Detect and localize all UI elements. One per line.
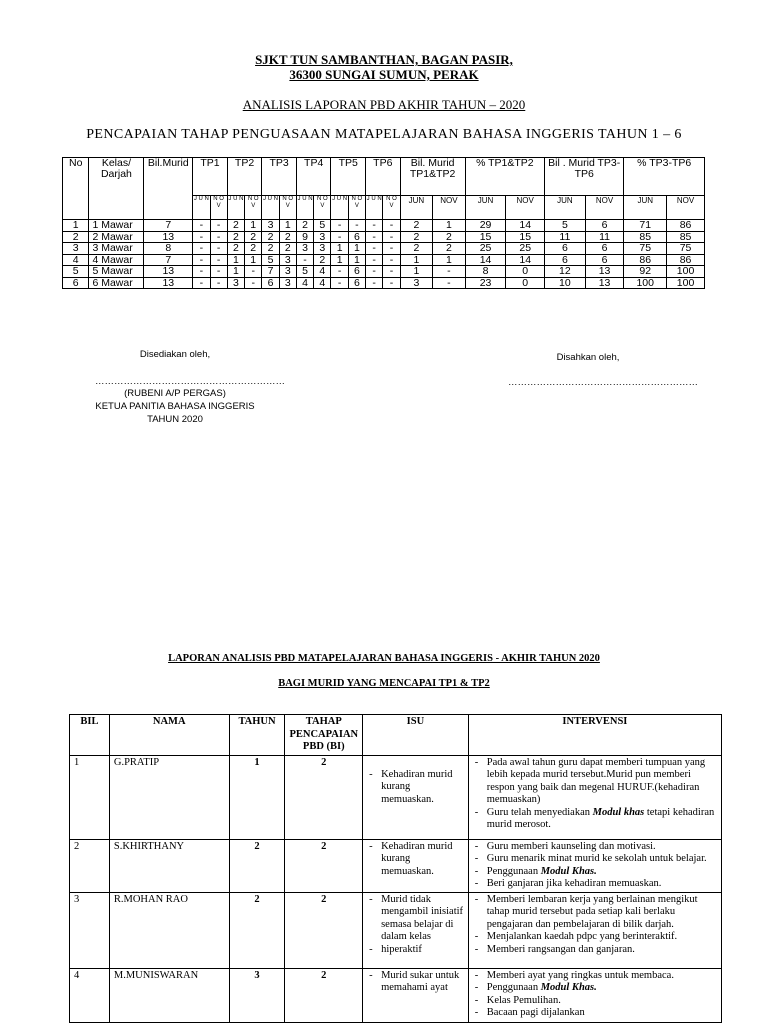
- sub-nov: N O V: [314, 196, 331, 220]
- cell-pct-tp12-nov: 15: [506, 231, 545, 243]
- col-no: No: [63, 158, 89, 220]
- row-bil: 1: [70, 755, 110, 839]
- cell-bil-tp36-nov: 6: [585, 220, 624, 232]
- table-row: [63, 231, 705, 243]
- prepared-name: (RUBENI A/P PERGAS): [124, 388, 226, 399]
- cell-pct-tp12-nov: 0: [506, 277, 545, 289]
- sub-jun: J U N: [366, 196, 383, 220]
- sub-nov: NOV: [667, 196, 705, 220]
- cell-bil-murid: 13: [144, 266, 193, 278]
- cell-tp: 7: [262, 266, 279, 278]
- cell-tp: -: [383, 277, 400, 289]
- row-bil: 3: [70, 892, 110, 968]
- cell-tp: 1: [348, 254, 365, 266]
- table-row: [63, 254, 705, 266]
- cell-bil-tp36-jun: 10: [545, 277, 586, 289]
- school-address: 36300 SUNGAI SUMUN, PERAK: [289, 67, 479, 82]
- cell-pct-tp36-jun: 86: [624, 254, 667, 266]
- row-tahap: 2: [285, 892, 363, 968]
- sub-nov: N O V: [210, 196, 227, 220]
- cell-tp: -: [193, 254, 210, 266]
- cell-tp: 2: [227, 220, 244, 232]
- sub-jun: J U N: [227, 196, 244, 220]
- cell-tp: 6: [348, 266, 365, 278]
- cell-tp: 6: [348, 231, 365, 243]
- cell-tp: 3: [314, 243, 331, 255]
- cell-tp: -: [210, 231, 227, 243]
- summary-header-row: [63, 158, 705, 196]
- col-nama: NAMA: [109, 715, 229, 756]
- cell-tp: 2: [314, 254, 331, 266]
- cell-pct-tp12-jun: 23: [465, 277, 506, 289]
- cell-tp: 4: [314, 266, 331, 278]
- col-tp3: TP3: [262, 158, 297, 196]
- summary-body: [63, 220, 705, 289]
- cell-bil-tp12-nov: 1: [433, 220, 466, 232]
- cell-tp: -: [210, 220, 227, 232]
- cell-no: 3: [63, 243, 89, 255]
- cell-pct-tp36-jun: 85: [624, 231, 667, 243]
- cell-bil-murid: 7: [144, 220, 193, 232]
- row-nama: S.KHIRTHANY: [109, 839, 229, 892]
- approved-by-label: Disahkan oleh,: [556, 352, 620, 363]
- cell-pct-tp12-jun: 25: [465, 243, 506, 255]
- cell-tp: -: [245, 266, 262, 278]
- cell-tp: -: [366, 220, 383, 232]
- list-item: - Memberi rangsangan dan ganjaran.: [473, 944, 717, 957]
- cell-tp: 6: [348, 277, 365, 289]
- cell-tp: 1: [331, 254, 348, 266]
- row-tahap: 2: [285, 968, 363, 1022]
- list-item: - Kelas Pemulihan.: [473, 995, 717, 1008]
- cell-tp: 5: [296, 266, 313, 278]
- cell-bil-tp36-jun: 11: [545, 231, 586, 243]
- col-tp4: TP4: [296, 158, 331, 196]
- school-name: SJKT TUN SAMBANTHAN, BAGAN PASIR,: [255, 52, 513, 67]
- cell-tp: 6: [262, 277, 279, 289]
- cell-tp: 4: [314, 277, 331, 289]
- row-intervensi: [468, 892, 721, 968]
- list-item: - Murid tidak mengambil inisiatif semasa belajar di dalam kelas: [367, 894, 464, 944]
- cell-pct-tp12-nov: 25: [506, 243, 545, 255]
- table-row: [70, 968, 722, 1022]
- table-row: [70, 839, 722, 892]
- col-tp5: TP5: [331, 158, 366, 196]
- row-bil: 2: [70, 839, 110, 892]
- cell-tp: 4: [296, 277, 313, 289]
- row-isu: [363, 755, 469, 839]
- sub-jun: J U N: [193, 196, 210, 220]
- cell-pct-tp36-nov: 100: [667, 266, 705, 278]
- col-tp1: TP1: [193, 158, 228, 196]
- row-tahun: 2: [229, 892, 285, 968]
- cell-tp: 2: [227, 243, 244, 255]
- col-bil-tp12: Bil. Murid TP1&TP2: [400, 158, 465, 196]
- cell-pct-tp12-jun: 29: [465, 220, 506, 232]
- cell-pct-tp36-jun: 71: [624, 220, 667, 232]
- sub-jun: J U N: [296, 196, 313, 220]
- row-intervensi: [468, 755, 721, 839]
- list-item: - Guru memberi kaunseling dan motivasi.: [473, 841, 717, 854]
- cell-tp: 3: [262, 220, 279, 232]
- row-nama: R.MOHAN RAO: [109, 892, 229, 968]
- cell-bil-tp12-jun: 1: [400, 266, 433, 278]
- cell-bil-tp12-jun: 2: [400, 220, 433, 232]
- cell-tp: 3: [279, 266, 296, 278]
- cell-bil-tp12-nov: 2: [433, 243, 466, 255]
- list-item: - Pada awal tahun guru dapat memberi tumpuan yang lebih kepada murid tersebut.Murid pun memberi respon yang baik dan megenal HURUF.(kehadiran memuaskan): [473, 757, 717, 807]
- cell-kelas: 5 Mawar: [89, 266, 144, 278]
- cell-tp: 1: [348, 243, 365, 255]
- cell-tp: 2: [279, 243, 296, 255]
- cell-tp: -: [245, 277, 262, 289]
- cell-bil-tp12-nov: 1: [433, 254, 466, 266]
- cell-bil-murid: 8: [144, 243, 193, 255]
- cell-tp: 5: [262, 254, 279, 266]
- cell-bil-tp36-nov: 13: [585, 277, 624, 289]
- cell-tp: 2: [227, 231, 244, 243]
- table-row: [70, 755, 722, 839]
- list-item: - Penggunaan Modul Khas.: [473, 982, 717, 995]
- cell-tp: 3: [279, 277, 296, 289]
- cell-tp: -: [366, 231, 383, 243]
- cell-pct-tp36-jun: 100: [624, 277, 667, 289]
- list-item: - Bacaan pagi dijalankan: [473, 1007, 717, 1020]
- cell-tp: -: [331, 231, 348, 243]
- cell-tp: 1: [279, 220, 296, 232]
- row-nama: G.PRATIP: [109, 755, 229, 839]
- col-bil-murid: Bil.Murid: [144, 158, 193, 220]
- col-pct-tp12: % TP1&TP2: [465, 158, 544, 196]
- sub-jun: JUN: [400, 196, 433, 220]
- row-bil: 4: [70, 968, 110, 1022]
- cell-no: 2: [63, 231, 89, 243]
- table-row: [63, 220, 705, 232]
- cell-bil-tp36-jun: 6: [545, 243, 586, 255]
- cell-bil-murid: 13: [144, 277, 193, 289]
- list-item: - Memberi ayat yang ringkas untuk membaca.: [473, 970, 717, 983]
- cell-no: 4: [63, 254, 89, 266]
- sub-jun: J U N: [262, 196, 279, 220]
- cell-pct-tp12-nov: 14: [506, 220, 545, 232]
- cell-tp: 3: [227, 277, 244, 289]
- sub-nov: NOV: [585, 196, 624, 220]
- row-tahap: 2: [285, 755, 363, 839]
- table-row: [70, 892, 722, 968]
- col-tp6: TP6: [366, 158, 401, 196]
- cell-tp: -: [366, 243, 383, 255]
- cell-bil-tp12-nov: 2: [433, 231, 466, 243]
- cell-bil-tp12-jun: 3: [400, 277, 433, 289]
- prepared-by-label: Disediakan oleh,: [139, 349, 211, 360]
- col-tahun: TAHUN: [229, 715, 285, 756]
- row-tahun: 2: [229, 839, 285, 892]
- col-kelas: Kelas/ Darjah: [89, 158, 144, 220]
- sub-jun: JUN: [465, 196, 506, 220]
- cell-pct-tp36-nov: 85: [667, 231, 705, 243]
- cell-tp: -: [383, 243, 400, 255]
- cell-no: 6: [63, 277, 89, 289]
- cell-bil-tp36-nov: 11: [585, 231, 624, 243]
- cell-tp: 5: [314, 220, 331, 232]
- cell-pct-tp36-nov: 75: [667, 243, 705, 255]
- cell-tp: 3: [314, 231, 331, 243]
- report2-subtitle: BAGI MURID YANG MENCAPAI TP1 & TP2: [278, 678, 490, 689]
- sub-nov: N O V: [279, 196, 296, 220]
- cell-tp: -: [210, 243, 227, 255]
- cell-tp: 2: [262, 243, 279, 255]
- cell-tp: -: [210, 254, 227, 266]
- cell-tp: -: [331, 220, 348, 232]
- cell-tp: 1: [227, 266, 244, 278]
- list-item: - Guru menarik minat murid ke sekolah untuk belajar.: [473, 853, 717, 866]
- list-item: - hiperaktif: [367, 944, 464, 957]
- cell-bil-murid: 7: [144, 254, 193, 266]
- cell-tp: 1: [331, 243, 348, 255]
- cell-bil-tp12-jun: 1: [400, 254, 433, 266]
- cell-tp: -: [193, 231, 210, 243]
- sub-nov: NOV: [506, 196, 545, 220]
- cell-bil-murid: 13: [144, 231, 193, 243]
- sub-jun: JUN: [624, 196, 667, 220]
- summary-table: [62, 157, 705, 289]
- cell-bil-tp12-jun: 2: [400, 231, 433, 243]
- cell-bil-tp36-jun: 6: [545, 254, 586, 266]
- col-bil-tp36: Bil . Murid TP3-TP6: [545, 158, 624, 196]
- list-item: - Penggunaan Modul Khas.: [473, 866, 717, 879]
- cell-tp: -: [366, 254, 383, 266]
- cell-bil-tp36-jun: 12: [545, 266, 586, 278]
- cell-bil-tp36-nov: 13: [585, 266, 624, 278]
- cell-kelas: 4 Mawar: [89, 254, 144, 266]
- cell-bil-tp36-nov: 6: [585, 254, 624, 266]
- cell-tp: 1: [227, 254, 244, 266]
- list-item: - Menjalankan kaedah pdpc yang berinteraktif.: [473, 931, 717, 944]
- sub-nov: NOV: [433, 196, 466, 220]
- cell-tp: 2: [245, 243, 262, 255]
- table-row: [63, 243, 705, 255]
- cell-tp: -: [193, 220, 210, 232]
- cell-tp: -: [331, 277, 348, 289]
- row-isu: [363, 839, 469, 892]
- cell-tp: -: [210, 266, 227, 278]
- cell-no: 5: [63, 266, 89, 278]
- list-item: - Beri ganjaran jika kehadiran memuaskan.: [473, 878, 717, 891]
- cell-tp: 3: [279, 254, 296, 266]
- cell-kelas: 2 Mawar: [89, 231, 144, 243]
- col-pct-tp36: % TP3-TP6: [624, 158, 705, 196]
- sub-nov: N O V: [245, 196, 262, 220]
- sub-nov: N O V: [348, 196, 365, 220]
- cell-kelas: 6 Mawar: [89, 277, 144, 289]
- table-row: [63, 277, 705, 289]
- intervention-table: [69, 714, 722, 1023]
- cell-pct-tp36-nov: 100: [667, 277, 705, 289]
- cell-tp: 3: [296, 243, 313, 255]
- list-item: - Kehadiran murid kurang memuaskan.: [367, 841, 464, 879]
- cell-pct-tp36-jun: 75: [624, 243, 667, 255]
- prepared-role: KETUA PANITIA BAHASA INGGERIS: [95, 401, 255, 412]
- cell-tp: 2: [262, 231, 279, 243]
- cell-tp: -: [383, 266, 400, 278]
- table-row: [63, 266, 705, 278]
- cell-kelas: 1 Mawar: [89, 220, 144, 232]
- cell-bil-tp12-nov: -: [433, 277, 466, 289]
- prepared-year: TAHUN 2020: [147, 414, 203, 425]
- col-tahap: TAHAP PENCAPAIAN PBD (BI): [285, 715, 363, 756]
- cell-tp: -: [331, 266, 348, 278]
- cell-tp: -: [296, 254, 313, 266]
- report2-title: LAPORAN ANALISIS PBD MATAPELAJARAN BAHASA INGGERIS - AKHIR TAHUN 2020: [168, 653, 600, 664]
- list-item: - Memberi lembaran kerja yang berlainan mengikut tahap murid tersebut pada setiap kali berlaku pengajaran dan pembelajaran di bilik darjah.: [473, 894, 717, 932]
- cell-tp: -: [383, 231, 400, 243]
- cell-kelas: 3 Mawar: [89, 243, 144, 255]
- list-item: - Murid sukar untuk memahami ayat: [367, 970, 464, 995]
- cell-pct-tp12-jun: 14: [465, 254, 506, 266]
- cell-tp: -: [383, 220, 400, 232]
- sub-nov: N O V: [383, 196, 400, 220]
- cell-bil-tp12-nov: -: [433, 266, 466, 278]
- cell-tp: 9: [296, 231, 313, 243]
- row-intervensi: [468, 839, 721, 892]
- sub-jun: J U N: [331, 196, 348, 220]
- prepared-signature-line: ……………………………………………………: [95, 376, 285, 387]
- col-intervensi: INTERVENSI: [468, 715, 721, 756]
- row-isu: [363, 892, 469, 968]
- intervention-header-row: [70, 715, 722, 756]
- cell-tp: -: [383, 254, 400, 266]
- cell-bil-tp36-jun: 5: [545, 220, 586, 232]
- cell-tp: -: [210, 277, 227, 289]
- row-tahun: 3: [229, 968, 285, 1022]
- cell-tp: -: [193, 266, 210, 278]
- cell-bil-tp36-nov: 6: [585, 243, 624, 255]
- report-title: ANALISIS LAPORAN PBD AKHIR TAHUN – 2020: [242, 97, 526, 112]
- cell-pct-tp12-nov: 0: [506, 266, 545, 278]
- cell-tp: -: [366, 277, 383, 289]
- cell-tp: 1: [245, 254, 262, 266]
- report-subtitle: PENCAPAIAN TAHAP PENGUASAAN MATAPELAJARAN BAHASA INGGERIS TAHUN 1 – 6: [86, 127, 682, 142]
- cell-tp: 1: [245, 220, 262, 232]
- cell-tp: -: [193, 243, 210, 255]
- cell-pct-tp12-jun: 8: [465, 266, 506, 278]
- cell-pct-tp36-jun: 92: [624, 266, 667, 278]
- cell-no: 1: [63, 220, 89, 232]
- row-intervensi: [468, 968, 721, 1022]
- approved-signature-line: ……………………………………………………: [508, 377, 698, 388]
- cell-pct-tp36-nov: 86: [667, 254, 705, 266]
- cell-pct-tp36-nov: 86: [667, 220, 705, 232]
- cell-tp: 2: [296, 220, 313, 232]
- col-isu: ISU: [363, 715, 469, 756]
- col-bil: BIL: [70, 715, 110, 756]
- cell-pct-tp12-jun: 15: [465, 231, 506, 243]
- cell-tp: 2: [279, 231, 296, 243]
- cell-tp: -: [348, 220, 365, 232]
- row-tahap: 2: [285, 839, 363, 892]
- cell-pct-tp12-nov: 14: [506, 254, 545, 266]
- row-isu: [363, 968, 469, 1022]
- cell-tp: -: [366, 266, 383, 278]
- row-nama: M.MUNISWARAN: [109, 968, 229, 1022]
- sub-jun: JUN: [545, 196, 586, 220]
- list-item: - Kehadiran murid kurang memuaskan.: [367, 769, 464, 807]
- cell-tp: 2: [245, 231, 262, 243]
- cell-tp: -: [193, 277, 210, 289]
- list-item: - Guru telah menyediakan Modul khas tetapi kehadiran murid merosot.: [473, 807, 717, 832]
- col-tp2: TP2: [227, 158, 262, 196]
- row-tahun: 1: [229, 755, 285, 839]
- cell-bil-tp12-jun: 2: [400, 243, 433, 255]
